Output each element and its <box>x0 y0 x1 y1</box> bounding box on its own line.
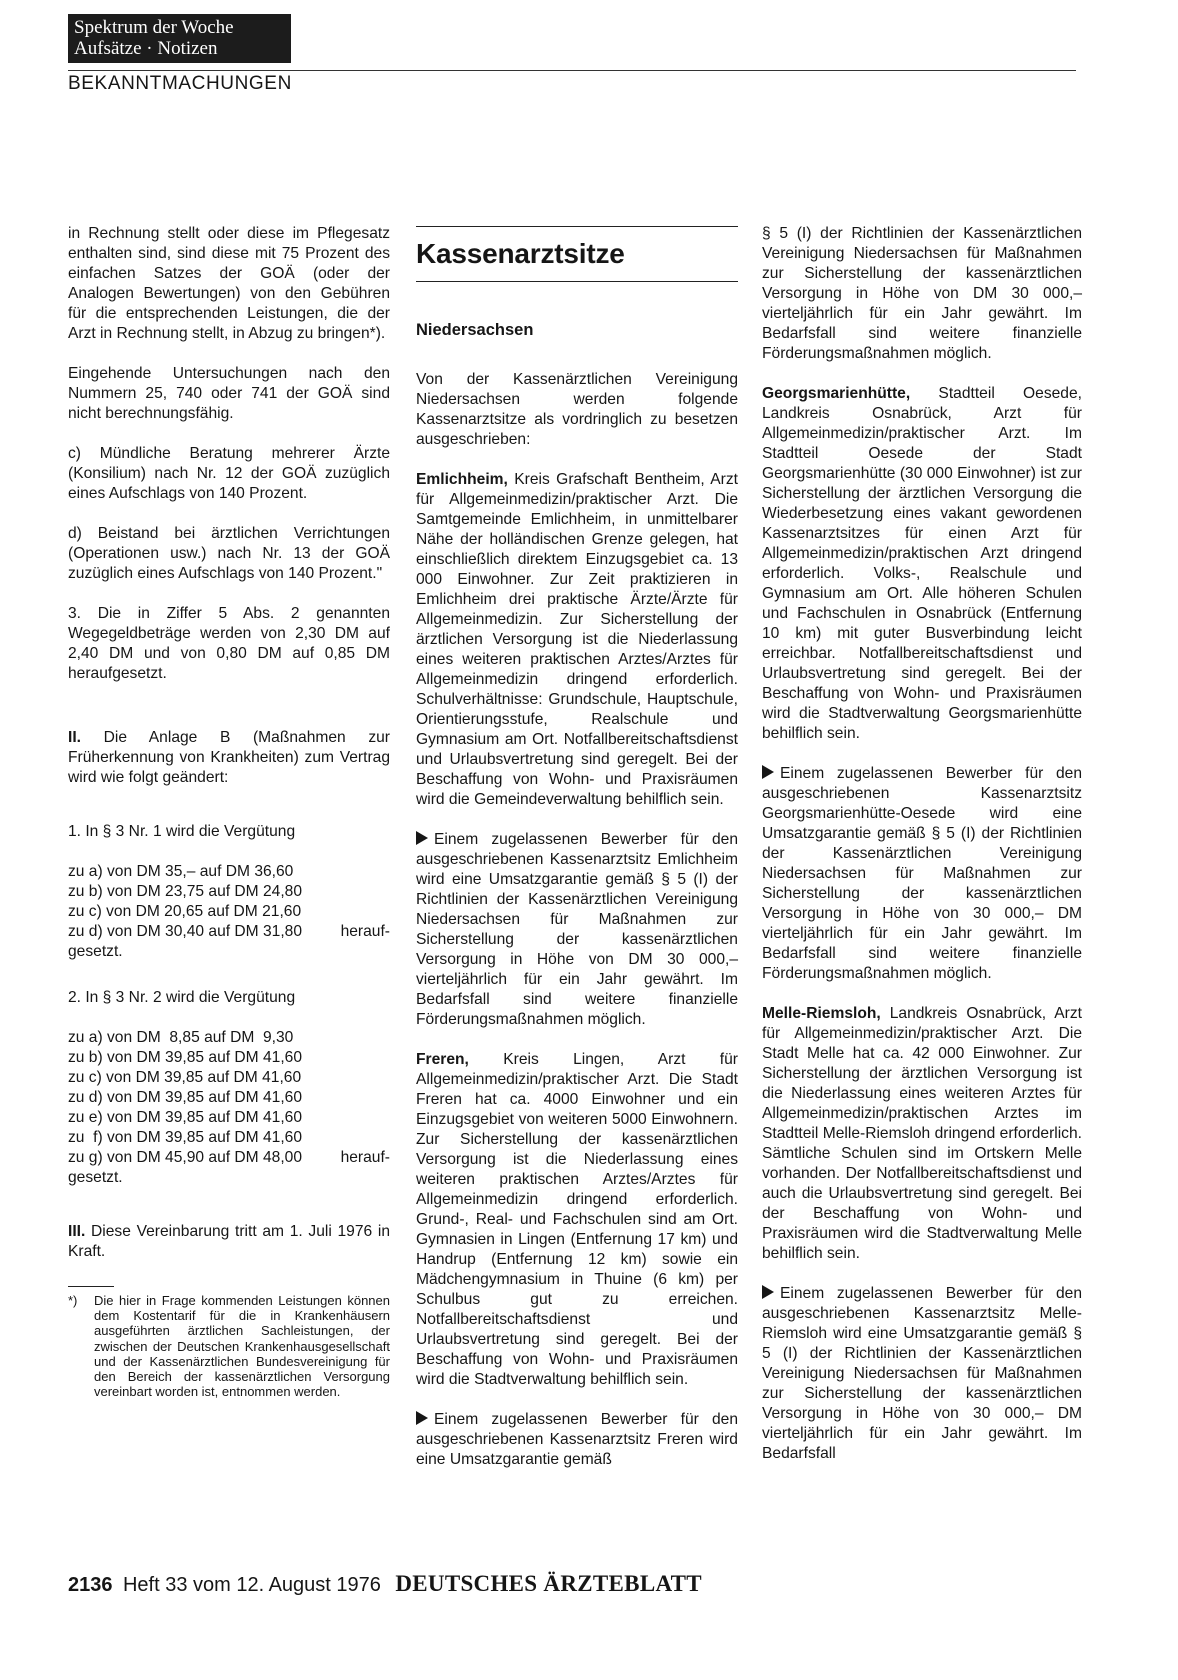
listing-text: Kreis Grafschaft Bentheim, Arzt für Allgemeinmedizin/praktischer Arzt. Die Samtgemeinde Emlichheim, in unmittelbarer Nähe der holländischen Grenze gelegen, hat einschließlich direktem Einzugsgebiet ca. 13 000 Einwohner. Zur Zeit praktizieren in Emlichheim drei praktische Ärzte/Ärzte für Allgemeinmedizin. Zur Sicherstellung der ärztlichen Versorgung ist die Niederlassung eines weiteren praktischen Arztes/Arztes für Allgemeinmedizin dringend erforderlich. Schulverhältnisse: Grundschule, Hauptschule, Orientierungsstufe, Realschule und Gymnasium am Ort. Notfallbereitschaftsdienst und Urlaubsvertretung sind geregelt. Bei der Beschaffung von Wohn- und Praxisräumen wird die Gemeindeverwaltung behilflich sein. <box>416 471 738 808</box>
listing-freren <box>416 1050 738 1390</box>
guarantee-paragraph <box>762 764 1082 984</box>
paragraph: c) Mündliche Beratung mehrerer Ärzte (Konsilium) nach Nr. 12 der GOÄ zuzüglich eines Aufschlags von 140 Prozent. <box>68 445 390 502</box>
list-item: zu d) von DM 39,85 auf DM 41,60 <box>68 1089 303 1106</box>
paragraph-text: Diese Vereinbarung tritt am 1. Juli 1976 in Kraft. <box>68 1223 390 1260</box>
list-item-text: zu d) von DM 30,40 auf DM 31,80 <box>68 923 303 940</box>
listing-georgsmarienhuette <box>762 384 1082 744</box>
journal-name: DEUTSCHES ÄRZTEBLATT <box>395 1571 702 1596</box>
paragraph: Eingehende Untersuchungen nach den Nummern 25, 740 oder 741 der GOÄ sind nicht berechnungsfähig. <box>68 365 390 422</box>
list-item: zu f) von DM 39,85 auf DM 41,60 <box>68 1129 303 1146</box>
list-item: zu b) von DM 23,75 auf DM 24,80 <box>68 883 303 900</box>
guarantee-text: Einem zugelassenen Bewerber für den ausgeschriebenen Kassenarztsitz Freren wird eine Umsatzgarantie gemäß <box>416 1411 738 1468</box>
triangle-bullet-icon <box>762 1285 774 1299</box>
page-number: 2136 <box>68 1574 113 1596</box>
footnote-mark: *) <box>68 1293 78 1308</box>
guarantee-paragraph <box>416 1410 738 1470</box>
header-label-line1: Spektrum der Woche <box>74 17 234 38</box>
article-title: Kassenarztsitze <box>416 238 625 269</box>
list-item-tail: gesetzt. <box>68 943 123 960</box>
footnote-text: Die hier in Frage kommenden Leistungen können dem Kostentarif für die in Krankenhäusern ausgeführten ärztlichen Sachleistungen, der zwischen der Deutschen Krankenhausgesellschaft und der Kassenärztlichen Bundesvereinigung für den Bereich der kassenärztlichen Versorgung vereinbart worden ist, entnommen werden. <box>94 1293 390 1400</box>
fee-list-1 <box>68 862 390 962</box>
paragraph: d) Beistand bei ärztlichen Verrichtungen (Operationen usw.) nach Nr. 13 der GOÄ zuzüglich eines Aufschlags von 140 Prozent." <box>68 525 390 582</box>
listing-place: Melle-Riemsloh, <box>762 1005 881 1022</box>
paragraph <box>68 1222 390 1262</box>
listing-text: Landkreis Osnabrück, Arzt für Allgemeinmedizin/praktischer Arzt. Die Stadt Melle hat ca. 42 000 Einwohner. Zur Sicherstellung der ärztlichen Versorgung ist die Niederlassung eines weiteren Arztes für Allgemeinmedizin/praktischen Arztes im Stadtteil Melle-Riemsloh dringend erforderlich. Sämtliche Schulen sind im Ortskern Melle vorhanden. Der Notfallbereitschaftsdienst und auch die Urlaubsvertretung sind geregelt. Bei der Beschaffung von Wohn- und Praxisräumen wird die Stadtverwaltung Melle behilflich sein. <box>762 1005 1082 1262</box>
right-column <box>762 224 1082 1464</box>
triangle-bullet-icon <box>416 831 428 845</box>
guarantee-paragraph <box>416 830 738 1030</box>
list-item: zu a) von DM 8,85 auf DM 9,30 <box>68 1029 294 1046</box>
paragraph: in Rechnung stellt oder diese im Pflegesatz enthalten sind, sind diese mit 75 Prozent des einfachen Satzes der GOÄ (oder der Analogen Bewertungen) von den Gebühren für die entsprechenden Leistungen, die der Arzt in Rechnung stellt, in Abzug zu bringen*). <box>68 225 390 342</box>
paragraph: 3. Die in Ziffer 5 Abs. 2 genannten Wegegeldbeträge werden von 2,30 DM auf 2,40 DM und von 0,80 DM auf 0,85 DM heraufgesetzt. <box>68 605 390 682</box>
triangle-bullet-icon <box>762 765 774 779</box>
guarantee-text: Einem zugelassenen Bewerber für den ausgeschriebenen Kassenarztsitz Georgsmarienhütte-Oesede wird eine Umsatzgarantie gemäß § 5 (I) der Richtlinien der Kassenärztlichen Vereinigung Niedersachsen für Maßnahmen zur Sicherstellung der kassenärztlichen Versorgung in Höhe von 30 000,– DM vierteljährlich für ein Jahr gewährt. Im Bedarfsfall sind weitere finanzielle Förderungsmaßnahmen möglich. <box>762 765 1082 982</box>
footnote-divider <box>68 1286 114 1287</box>
page-footer <box>68 1571 702 1597</box>
listing-place: Emlichheim, <box>416 471 508 488</box>
paragraph <box>68 728 390 788</box>
header-divider <box>68 70 1076 71</box>
list-item-suffix: herauf- <box>340 1149 390 1166</box>
listing-text: Stadtteil Oesede, Landkreis Osnabrück, Arzt für Allgemeinmedizin/praktischer Arzt. Im Stadtteil Oesede der Stadt Georgsmarienhütte (30 000 Einwohner) ist zur Sicherstellung der ärztlichen Versorgung die Wiederbesetzung eines vakant gewordenen Kassenarztsitzes für einen Arzt für Allgemeinmedizin/praktischen Arzt dringend erforderlich. Volks-, Realschule und Gymnasium am Ort. Alle höheren Schulen und Fachschulen in Osnabrück (Entfernung 10 km) mit guter Busverbindung leicht erreichbar. Notfallbereitschaftsdienst und Urlaubsvertretung sind geregelt. Bei der Beschaffung von Wohn- und Praxisräumen wird die Stadtverwaltung Georgsmarienhütte behilflich sein. <box>762 385 1082 742</box>
list-item: zu b) von DM 39,85 auf DM 41,60 <box>68 1049 303 1066</box>
roman-numeral: III. <box>68 1223 86 1240</box>
list-item: zu c) von DM 39,85 auf DM 41,60 <box>68 1069 302 1086</box>
guarantee-paragraph <box>762 1284 1082 1464</box>
middle-column <box>416 226 738 1470</box>
list-item-suffix: herauf- <box>340 923 390 940</box>
fee-list-2 <box>68 1028 390 1188</box>
issue-info: Heft 33 vom 12. August 1976 <box>122 1574 381 1596</box>
section-heading: BEKANNTMACHUNGEN <box>68 73 292 94</box>
list-item <box>68 1148 390 1168</box>
list-intro: 1. In § 3 Nr. 1 wird die Vergütung <box>68 823 296 840</box>
continued-paragraph: § 5 (I) der Richtlinien der Kassenärztlichen Vereinigung Niedersachsen für Maßnahmen zur Sicherstellung der kassenärztlichen Versorgung in Höhe von DM 30 000,– vierteljährlich für ein Jahr gewährt. Im Bedarfsfall sind weitere finanzielle Förderungsmaßnahmen möglich. <box>762 225 1082 362</box>
title-rule-bottom <box>416 281 738 282</box>
listing-place: Georgsmarienhütte, <box>762 385 911 402</box>
list-item: zu c) von DM 20,65 auf DM 21,60 <box>68 903 302 920</box>
guarantee-text: Einem zugelassenen Bewerber für den ausgeschriebenen Kassenarztsitz Emlichheim wird eine Umsatzgarantie gemäß § 5 (I) der Richtlinien der Kassenärztlichen Vereinigung Niedersachsen für Maßnahmen zur Sicherstellung der kassenärztlichen Versorgung in Höhe von DM 30 000,– vierteljährlich für ein Jahr gewährt. Im Bedarfsfall sind weitere finanzielle Förderungsmaßnahmen möglich. <box>416 831 738 1028</box>
title-rule-top <box>416 226 738 227</box>
roman-numeral: II. <box>68 729 81 746</box>
intro-paragraph: Von der Kassenärztlichen Vereinigung Niedersachsen werden folgende Kassenarztsitze als vordringlich zu besetzen ausgeschrieben: <box>416 371 738 448</box>
list-intro: 2. In § 3 Nr. 2 wird die Vergütung <box>68 989 296 1006</box>
listing-place: Freren, <box>416 1051 469 1068</box>
list-item-text: zu g) von DM 45,90 auf DM 48,00 <box>68 1149 303 1166</box>
list-item: zu e) von DM 39,85 auf DM 41,60 <box>68 1109 303 1126</box>
triangle-bullet-icon <box>416 1411 428 1425</box>
listing-text: Kreis Lingen, Arzt für Allgemeinmedizin/praktischer Arzt. Die Stadt Freren hat ca. 4000 Einwohner und ein Einzugsgebiet von weiteren 5000 Einwohnern. Zur Sicherstellung der kassenärztlichen Versorgung ist die Niederlassung eines weiteren praktischen Arztes/Arztes für Allgemeinmedizin dringend erforderlich. Grund-, Real- und Fachschulen sind am Ort. Gymnasien in Lingen (Entfernung 17 km) und Handrup (Entfernung 12 km) sowie ein Mädchengymnasium in Thuine (6 km) per Schulbus gut zu erreichen. Notfallbereitschaftsdienst und Urlaubsvertretung sind geregelt. Bei der Beschaffung von Wohn- und Praxisräumen wird die Stadtverwaltung behilflich sein. <box>416 1051 738 1388</box>
guarantee-text: Einem zugelassenen Bewerber für den ausgeschriebenen Kassenarztsitz Melle-Riemsloh wird eine Umsatzgarantie gemäß § 5 (I) der Richtlinien der Kassenärztlichen Vereinigung Niedersachsen für Maßnahmen zur Sicherstellung der kassenärztlichen Versorgung in Höhe von 30 000,– DM vierteljährlich für ein Jahr gewährt. Im Bedarfsfall <box>762 1285 1082 1462</box>
header-label-box <box>68 14 291 63</box>
header-label-line2: Aufsätze · Notizen <box>74 38 218 59</box>
listing-emlichheim <box>416 470 738 810</box>
list-item: zu a) von DM 35,– auf DM 36,60 <box>68 863 294 880</box>
footnote <box>68 1293 390 1399</box>
left-column <box>68 224 390 1399</box>
paragraph-text: Die Anlage B (Maßnahmen zur Früherkennung von Krankheiten) zum Vertrag wird wie folgt geändert: <box>68 729 390 786</box>
list-item-tail: gesetzt. <box>68 1169 123 1186</box>
listing-melle-riemsloh <box>762 1004 1082 1264</box>
list-item <box>68 922 390 942</box>
region-heading: Niedersachsen <box>416 321 534 339</box>
